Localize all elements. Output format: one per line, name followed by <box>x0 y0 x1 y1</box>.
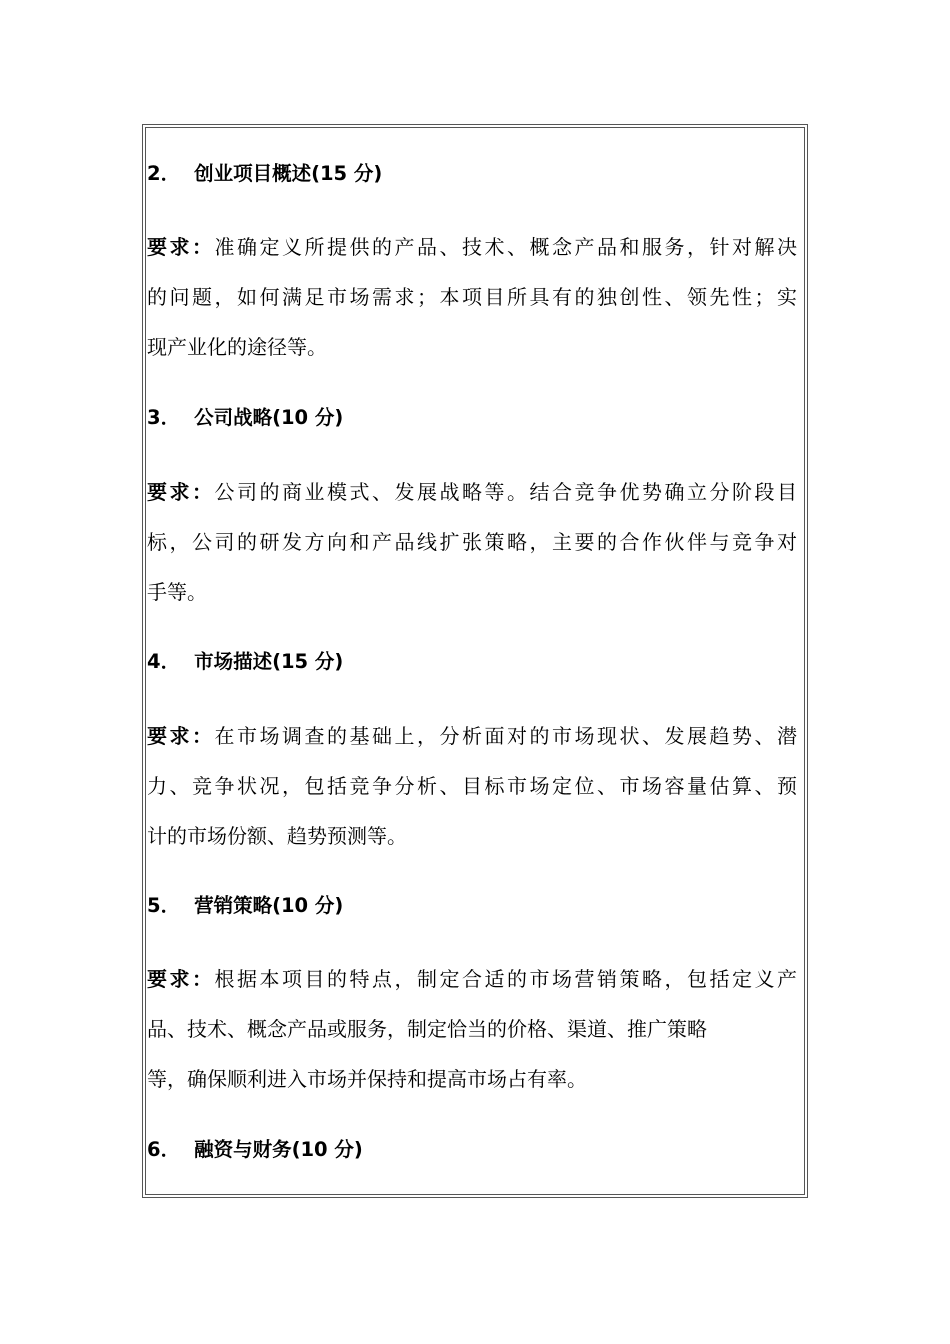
section-number: 5． <box>147 894 181 917</box>
section-requirement-4 <box>147 711 797 861</box>
section-title: 市场描述(15 分) <box>194 650 344 673</box>
section-title: 公司战略(10 分) <box>194 406 344 429</box>
section-title: 营销策略(10 分) <box>194 894 344 917</box>
requirement-line: 等，确保顺利进入市场并保持和提高市场占有率。 <box>147 1067 587 1091</box>
requirement-label: 要求： <box>147 480 215 504</box>
requirement-label: 要求： <box>147 967 215 991</box>
requirement-line: 手等。 <box>147 580 207 604</box>
requirement-line: 要求：在市场调查的基础上，分析面对的市场现状、发展趋势、潜 <box>147 724 797 748</box>
section-title: 融资与财务(10 分) <box>194 1138 363 1161</box>
section-requirement-2 <box>147 222 797 372</box>
requirement-line: 力、竞争状况，包括竞争分析、目标市场定位、市场容量估算、预 <box>147 774 797 798</box>
section-heading-6 <box>147 1130 363 1170</box>
requirement-line: 要求：公司的商业模式、发展战略等。结合竞争优势确立分阶段目 <box>147 480 797 504</box>
section-title: 创业项目概述(15 分) <box>194 162 383 185</box>
requirement-line: 现产业化的途径等。 <box>147 335 327 359</box>
requirement-line: 计的市场份额、趋势预测等。 <box>147 824 407 848</box>
requirement-line: 要求：根据本项目的特点，制定合适的市场营销策略，包括定义产 <box>147 967 797 991</box>
requirement-line: 要求：准确定义所提供的产品、技术、概念产品和服务，针对解决 <box>147 235 797 259</box>
section-heading-5 <box>147 886 343 926</box>
section-number: 6． <box>147 1138 181 1161</box>
requirement-line: 品、技术、概念产品或服务，制定恰当的价格、渠道、推广策略 <box>147 1017 707 1041</box>
requirement-label: 要求： <box>147 724 215 748</box>
section-requirement-3 <box>147 467 797 617</box>
section-heading-2 <box>147 154 382 194</box>
section-heading-4 <box>147 642 343 682</box>
section-number: 4． <box>147 650 181 673</box>
requirement-label: 要求： <box>147 235 215 259</box>
section-requirement-5 <box>147 954 797 1104</box>
section-heading-3 <box>147 398 343 438</box>
requirement-line: 标，公司的研发方向和产品线扩张策略，主要的合作伙伴与竞争对 <box>147 530 797 554</box>
requirement-line: 的问题，如何满足市场需求；本项目所具有的独创性、领先性；实 <box>147 285 797 309</box>
section-number: 2． <box>147 162 181 185</box>
section-number: 3． <box>147 406 181 429</box>
